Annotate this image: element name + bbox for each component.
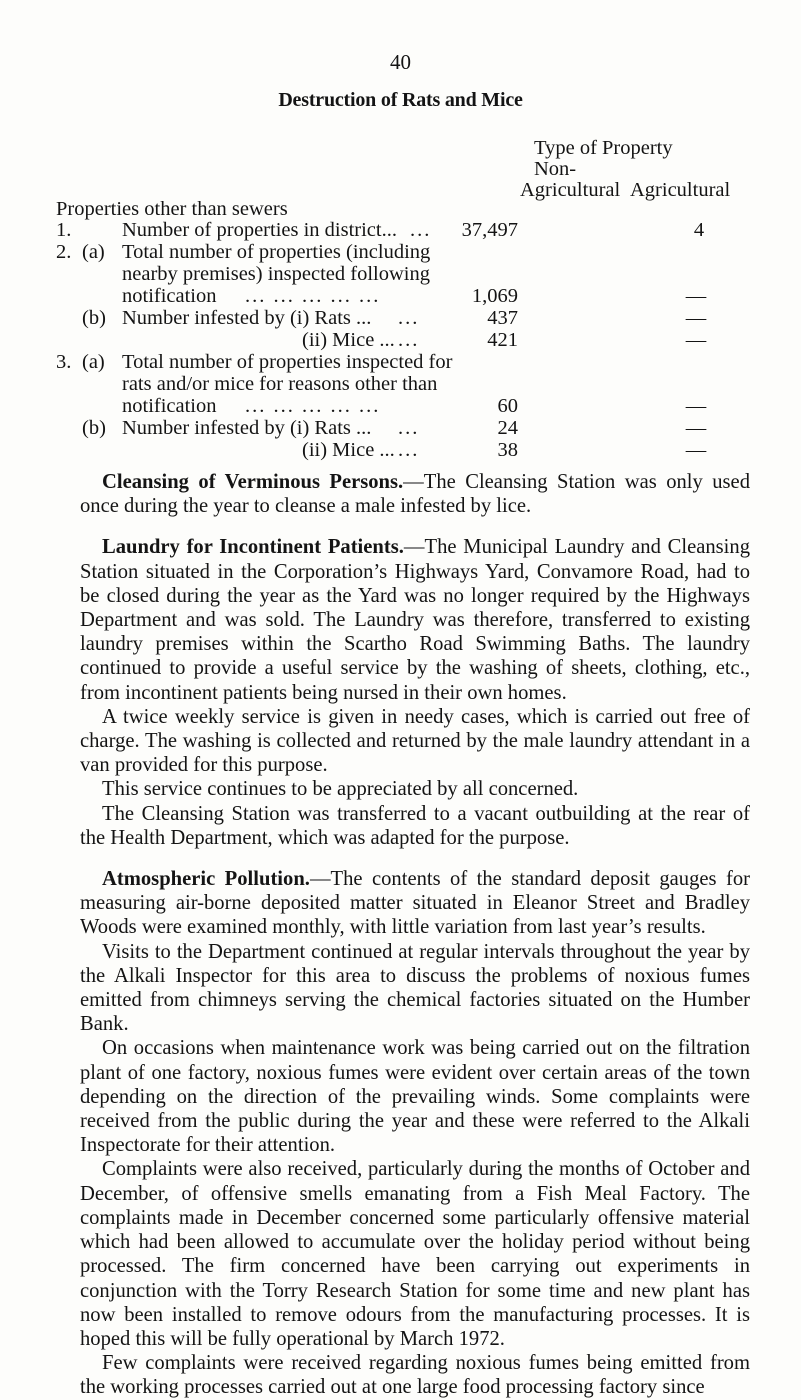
page-number: 40 — [390, 50, 411, 74]
non-agricultural-header-line2: Agricultural — [520, 179, 621, 201]
row-leader-dots: ... — [410, 219, 432, 241]
row-leader-dots: ... — [398, 439, 420, 461]
non-agricultural-value: 24 — [497, 417, 518, 439]
row-label: nearby premises) inspected following — [122, 263, 430, 285]
row-leader-dots: ... — [398, 307, 420, 329]
non-agricultural-value: 38 — [497, 439, 518, 461]
paragraph — [80, 535, 750, 704]
agricultural-header: Agricultural — [630, 179, 731, 201]
row-subletter: (a) — [82, 241, 105, 263]
row-number: 2. — [56, 241, 72, 263]
row-label: (ii) Mice ... — [302, 329, 395, 351]
row-label: Number of properties in district... — [122, 219, 397, 241]
row-subletter: (b) — [82, 307, 106, 329]
agricultural-value: — — [685, 329, 707, 351]
paragraph — [80, 867, 750, 940]
paragraph: On occasions when maintenance work was being carried out on the filtration plant of one factory, noxious fumes were evident over certain areas of the town depending on the direction of the prevailing winds. Some complaints were received from the public during the year and these were referred to the Alkali Inspectorate for their attention. — [80, 1037, 750, 1157]
paragraph: Visits to the Department continued at regular intervals throughout the year by the Alkali Inspector for this area to discuss the problems of noxious fumes emitted from chimneys serving the chemical factories situated on the Humber Bank. — [80, 940, 750, 1036]
row-label: Total number of properties (including — [122, 241, 431, 263]
section-heading: Laundry for Incontinent Patients. — [102, 536, 404, 559]
row-leader-dots: ... — [398, 417, 420, 439]
paragraph: Few complaints were received regarding noxious fumes being emitted from the working processes carried out at one large food processing factory since — [80, 1352, 750, 1399]
section-heading: Atmospheric Pollution. — [102, 868, 310, 891]
paragraph-text: —The contents of the standard deposit gauges for measuring air-borne deposited matter situated in Eleanor Street and Bradley Woods were examined monthly, with little variation from last year’s results. — [80, 868, 750, 939]
non-agricultural-value: 421 — [487, 329, 518, 351]
row-subletter: (b) — [82, 417, 106, 439]
page-title: Destruction of Rats and Mice — [278, 89, 523, 111]
paragraph: This service continues to be appreciated by all concerned. — [102, 778, 579, 801]
section-heading: Cleansing of Verminous Persons. — [102, 471, 404, 493]
agricultural-value: 4 — [693, 219, 705, 241]
report-body — [80, 470, 750, 1400]
paragraph — [80, 470, 750, 518]
row-subletter: (a) — [82, 351, 105, 373]
row-label: notification — [122, 285, 217, 307]
agricultural-value: — — [685, 395, 707, 417]
non-agricultural-value: 1,069 — [471, 285, 518, 307]
row-label: Number infested by (i) Rats ... — [122, 307, 372, 329]
row-label: Number infested by (i) Rats ... — [122, 417, 372, 439]
non-agricultural-header-line1: Non- — [534, 158, 577, 180]
row-leader-dots: ... ... ... ... ... — [245, 395, 381, 417]
row-number: 3. — [56, 351, 72, 373]
non-agricultural-value: 60 — [497, 395, 518, 417]
paragraph: A twice weekly service is given in needy cases, which is carried out free of charge. The washing is collected and returned by the male laundry attendant in a van provided for this purpose. — [80, 705, 750, 777]
non-agricultural-value: 437 — [487, 307, 518, 329]
row-label: Total number of properties inspected for — [122, 351, 453, 373]
agricultural-value: — — [685, 439, 707, 461]
row-label: rats and/or mice for reasons other than — [122, 373, 438, 395]
paragraph-text: —The Cleansing Station was only used once during the year to cleanse a male infested by lice. — [80, 471, 750, 518]
paragraph-text: —The Municipal Laundry and Cleansing Station situated in the Corporation’s Highways Yard, Convamore Road, had to be closed during the year as the Yard was no longer required by the Highways Department and was sold. The Laundry was therefore, transferred to existing laundry premises within the Scartho Road Swimming Baths. The laundry continued to provide a useful service by the washing of sheets, clothing, etc., from incontinent patients being nursed in their own homes. — [80, 536, 750, 704]
agricultural-value: — — [685, 307, 707, 329]
row-leader-dots: ... — [398, 329, 420, 351]
type-of-property-header: Type of Property — [534, 137, 673, 159]
row-label: (ii) Mice ... — [302, 439, 395, 461]
non-agricultural-value: 37,497 — [461, 219, 518, 241]
row-leader-dots: ... ... ... ... ... — [245, 285, 381, 307]
row-number: 1. — [56, 219, 72, 241]
paragraph: The Cleansing Station was transferred to a vacant outbuilding at the rear of the Health Department, which was adapted for the purpose. — [80, 802, 750, 849]
paragraph: Complaints were also received, particularly during the months of October and December, of offensive smells emanating from a Fish Meal Factory. The complaints made in December concerned some particularly offensive material which had been allowed to accumulate over the holiday period without being processed. The firm concerned have been carrying out experiments in conjunction with the Torry Research Station for some time and new plant has now been installed to remove odours from the manufacturing processes. It is hoped this will be fully operational by March 1972. — [80, 1158, 750, 1350]
agricultural-value: — — [685, 417, 707, 439]
row-label: notification — [122, 395, 217, 417]
section-label: Properties other than sewers — [56, 198, 288, 220]
agricultural-value: — — [685, 285, 707, 307]
